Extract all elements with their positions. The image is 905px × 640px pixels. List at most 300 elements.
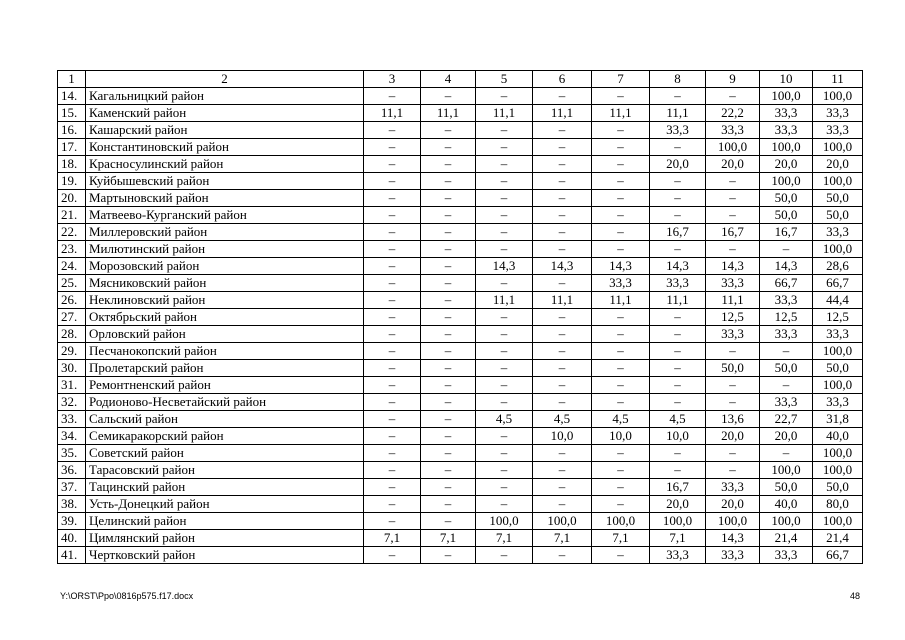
- value-cell: 33,3: [760, 105, 813, 122]
- district-name: Орловский район: [86, 326, 364, 343]
- value-cell: –: [421, 445, 476, 462]
- column-header: 9: [706, 71, 760, 88]
- value-cell: –: [421, 343, 476, 360]
- value-cell: –: [364, 292, 421, 309]
- value-cell: –: [364, 241, 421, 258]
- value-cell: –: [476, 156, 533, 173]
- value-cell: –: [421, 428, 476, 445]
- column-header: 7: [592, 71, 650, 88]
- value-cell: –: [364, 309, 421, 326]
- district-name: Чертковский район: [86, 547, 364, 564]
- value-cell: 11,1: [533, 292, 592, 309]
- table-row: [58, 343, 863, 360]
- value-cell: –: [592, 343, 650, 360]
- table-row: [58, 513, 863, 530]
- value-cell: –: [650, 462, 706, 479]
- value-cell: –: [476, 207, 533, 224]
- column-header: 6: [533, 71, 592, 88]
- district-name: Мартыновский район: [86, 190, 364, 207]
- value-cell: –: [533, 326, 592, 343]
- value-cell: 80,0: [813, 496, 863, 513]
- row-number: 34.: [58, 428, 86, 445]
- value-cell: –: [421, 88, 476, 105]
- value-cell: 50,0: [760, 190, 813, 207]
- value-cell: 11,1: [650, 292, 706, 309]
- value-cell: 100,0: [760, 462, 813, 479]
- row-number: 26.: [58, 292, 86, 309]
- value-cell: 7,1: [592, 530, 650, 547]
- table-row: [58, 377, 863, 394]
- value-cell: –: [650, 377, 706, 394]
- district-name: Морозовский район: [86, 258, 364, 275]
- value-cell: –: [592, 377, 650, 394]
- value-cell: 100,0: [760, 88, 813, 105]
- data-table: [57, 70, 863, 564]
- page-number: 48: [850, 591, 861, 601]
- value-cell: –: [421, 547, 476, 564]
- value-cell: –: [706, 377, 760, 394]
- value-cell: –: [364, 445, 421, 462]
- table-row: [58, 241, 863, 258]
- row-number: 17.: [58, 139, 86, 156]
- value-cell: –: [364, 377, 421, 394]
- value-cell: 7,1: [421, 530, 476, 547]
- value-cell: 11,1: [533, 105, 592, 122]
- value-cell: –: [364, 207, 421, 224]
- value-cell: 31,8: [813, 411, 863, 428]
- district-name: Тарасовский район: [86, 462, 364, 479]
- table-row: [58, 156, 863, 173]
- row-number: 28.: [58, 326, 86, 343]
- value-cell: –: [706, 241, 760, 258]
- value-cell: –: [364, 122, 421, 139]
- value-cell: 33,3: [706, 326, 760, 343]
- value-cell: –: [650, 241, 706, 258]
- district-name: Неклиновский район: [86, 292, 364, 309]
- value-cell: –: [421, 462, 476, 479]
- value-cell: 4,5: [533, 411, 592, 428]
- row-number: 21.: [58, 207, 86, 224]
- value-cell: 7,1: [476, 530, 533, 547]
- row-number: 38.: [58, 496, 86, 513]
- value-cell: –: [364, 496, 421, 513]
- table-row: [58, 547, 863, 564]
- value-cell: –: [364, 190, 421, 207]
- value-cell: –: [592, 479, 650, 496]
- table-row: [58, 207, 863, 224]
- value-cell: –: [421, 411, 476, 428]
- value-cell: 16,7: [650, 224, 706, 241]
- value-cell: 50,0: [813, 190, 863, 207]
- value-cell: –: [476, 343, 533, 360]
- district-name: Кашарский район: [86, 122, 364, 139]
- value-cell: –: [364, 394, 421, 411]
- value-cell: –: [706, 190, 760, 207]
- value-cell: 100,0: [813, 173, 863, 190]
- value-cell: –: [533, 88, 592, 105]
- row-number: 20.: [58, 190, 86, 207]
- value-cell: –: [706, 173, 760, 190]
- value-cell: –: [533, 445, 592, 462]
- document-path: Y:\ORST\Ppo\0816p575.f17.docx: [60, 591, 194, 601]
- value-cell: –: [706, 462, 760, 479]
- value-cell: 7,1: [533, 530, 592, 547]
- value-cell: 20,0: [650, 156, 706, 173]
- value-cell: –: [760, 445, 813, 462]
- value-cell: 11,1: [592, 105, 650, 122]
- value-cell: –: [421, 122, 476, 139]
- value-cell: –: [533, 496, 592, 513]
- value-cell: –: [650, 88, 706, 105]
- value-cell: 33,3: [813, 224, 863, 241]
- district-name: Мясниковский район: [86, 275, 364, 292]
- value-cell: 20,0: [706, 156, 760, 173]
- value-cell: 40,0: [760, 496, 813, 513]
- value-cell: –: [476, 462, 533, 479]
- row-number: 39.: [58, 513, 86, 530]
- value-cell: –: [592, 156, 650, 173]
- value-cell: 33,3: [650, 547, 706, 564]
- value-cell: 33,3: [813, 326, 863, 343]
- value-cell: 33,3: [592, 275, 650, 292]
- value-cell: –: [650, 207, 706, 224]
- value-cell: –: [476, 224, 533, 241]
- value-cell: 21,4: [760, 530, 813, 547]
- value-cell: 100,0: [650, 513, 706, 530]
- value-cell: 100,0: [813, 462, 863, 479]
- table-header-row: [58, 71, 863, 88]
- value-cell: 33,3: [760, 122, 813, 139]
- value-cell: –: [364, 156, 421, 173]
- value-cell: –: [533, 173, 592, 190]
- value-cell: –: [364, 513, 421, 530]
- row-number: 40.: [58, 530, 86, 547]
- column-header: 4: [421, 71, 476, 88]
- value-cell: –: [364, 547, 421, 564]
- district-name: Матвеево-Курганский район: [86, 207, 364, 224]
- row-number: 18.: [58, 156, 86, 173]
- value-cell: –: [592, 190, 650, 207]
- value-cell: 12,5: [706, 309, 760, 326]
- value-cell: 50,0: [706, 360, 760, 377]
- value-cell: 16,7: [760, 224, 813, 241]
- value-cell: –: [533, 190, 592, 207]
- value-cell: –: [421, 326, 476, 343]
- value-cell: –: [421, 224, 476, 241]
- value-cell: –: [421, 190, 476, 207]
- value-cell: 12,5: [813, 309, 863, 326]
- value-cell: 14,3: [592, 258, 650, 275]
- district-name: Красносулинский район: [86, 156, 364, 173]
- table-row: [58, 479, 863, 496]
- value-cell: –: [364, 139, 421, 156]
- value-cell: 10,0: [650, 428, 706, 445]
- value-cell: –: [421, 275, 476, 292]
- value-cell: –: [533, 309, 592, 326]
- value-cell: 20,0: [760, 156, 813, 173]
- value-cell: –: [533, 207, 592, 224]
- value-cell: 11,1: [650, 105, 706, 122]
- value-cell: –: [592, 88, 650, 105]
- value-cell: –: [421, 241, 476, 258]
- value-cell: 10,0: [533, 428, 592, 445]
- value-cell: 50,0: [813, 360, 863, 377]
- value-cell: –: [533, 377, 592, 394]
- value-cell: –: [592, 547, 650, 564]
- value-cell: 100,0: [476, 513, 533, 530]
- value-cell: –: [421, 360, 476, 377]
- value-cell: –: [476, 122, 533, 139]
- table-row: [58, 122, 863, 139]
- district-name: Родионово-Несветайский район: [86, 394, 364, 411]
- value-cell: 33,3: [813, 122, 863, 139]
- value-cell: –: [533, 156, 592, 173]
- value-cell: 44,4: [813, 292, 863, 309]
- value-cell: –: [421, 309, 476, 326]
- value-cell: 10,0: [592, 428, 650, 445]
- value-cell: 33,3: [706, 122, 760, 139]
- value-cell: –: [476, 360, 533, 377]
- value-cell: 20,0: [760, 428, 813, 445]
- row-number: 41.: [58, 547, 86, 564]
- value-cell: 14,3: [760, 258, 813, 275]
- row-number: 16.: [58, 122, 86, 139]
- table-row: [58, 190, 863, 207]
- value-cell: –: [476, 190, 533, 207]
- row-number: 36.: [58, 462, 86, 479]
- value-cell: –: [364, 224, 421, 241]
- value-cell: –: [476, 496, 533, 513]
- value-cell: 20,0: [650, 496, 706, 513]
- value-cell: 22,2: [706, 105, 760, 122]
- value-cell: –: [650, 326, 706, 343]
- value-cell: –: [364, 343, 421, 360]
- value-cell: 66,7: [760, 275, 813, 292]
- column-header: 1: [58, 71, 86, 88]
- district-name: Миллеровский район: [86, 224, 364, 241]
- value-cell: –: [650, 309, 706, 326]
- value-cell: 100,0: [813, 377, 863, 394]
- value-cell: –: [592, 496, 650, 513]
- row-number: 35.: [58, 445, 86, 462]
- value-cell: –: [421, 513, 476, 530]
- value-cell: 7,1: [650, 530, 706, 547]
- table-row: [58, 139, 863, 156]
- value-cell: –: [706, 88, 760, 105]
- row-number: 22.: [58, 224, 86, 241]
- value-cell: 33,3: [706, 479, 760, 496]
- value-cell: –: [421, 156, 476, 173]
- value-cell: 33,3: [650, 122, 706, 139]
- value-cell: –: [533, 139, 592, 156]
- district-name: Песчанокопский район: [86, 343, 364, 360]
- value-cell: –: [476, 445, 533, 462]
- value-cell: 14,3: [706, 258, 760, 275]
- district-name: Милютинский район: [86, 241, 364, 258]
- value-cell: –: [650, 394, 706, 411]
- value-cell: 14,3: [650, 258, 706, 275]
- value-cell: –: [706, 445, 760, 462]
- table-row: [58, 292, 863, 309]
- value-cell: –: [476, 173, 533, 190]
- value-cell: –: [533, 241, 592, 258]
- value-cell: –: [421, 394, 476, 411]
- value-cell: 100,0: [706, 513, 760, 530]
- value-cell: 100,0: [813, 241, 863, 258]
- value-cell: 66,7: [813, 547, 863, 564]
- value-cell: 7,1: [364, 530, 421, 547]
- value-cell: 40,0: [813, 428, 863, 445]
- district-name: Куйбышевский район: [86, 173, 364, 190]
- value-cell: –: [533, 122, 592, 139]
- table-row: [58, 394, 863, 411]
- value-cell: –: [706, 343, 760, 360]
- table-row: [58, 530, 863, 547]
- value-cell: 11,1: [364, 105, 421, 122]
- table-row: [58, 309, 863, 326]
- value-cell: 28,6: [813, 258, 863, 275]
- value-cell: –: [592, 394, 650, 411]
- value-cell: 33,3: [813, 105, 863, 122]
- value-cell: –: [421, 207, 476, 224]
- row-number: 29.: [58, 343, 86, 360]
- row-number: 15.: [58, 105, 86, 122]
- value-cell: –: [476, 326, 533, 343]
- district-name: Советский район: [86, 445, 364, 462]
- value-cell: 14,3: [533, 258, 592, 275]
- value-cell: –: [592, 445, 650, 462]
- value-cell: 14,3: [476, 258, 533, 275]
- value-cell: 66,7: [813, 275, 863, 292]
- value-cell: 50,0: [813, 207, 863, 224]
- column-header: 8: [650, 71, 706, 88]
- table-row: [58, 224, 863, 241]
- value-cell: –: [364, 360, 421, 377]
- column-header: 11: [813, 71, 863, 88]
- row-number: 24.: [58, 258, 86, 275]
- table-row: [58, 105, 863, 122]
- value-cell: 33,3: [760, 326, 813, 343]
- value-cell: –: [364, 88, 421, 105]
- value-cell: –: [592, 207, 650, 224]
- value-cell: –: [650, 360, 706, 377]
- value-cell: 16,7: [706, 224, 760, 241]
- value-cell: –: [706, 207, 760, 224]
- value-cell: –: [421, 173, 476, 190]
- value-cell: –: [533, 224, 592, 241]
- row-number: 19.: [58, 173, 86, 190]
- row-number: 37.: [58, 479, 86, 496]
- value-cell: 100,0: [813, 88, 863, 105]
- value-cell: –: [476, 275, 533, 292]
- value-cell: –: [760, 377, 813, 394]
- value-cell: 16,7: [650, 479, 706, 496]
- district-name: Сальский район: [86, 411, 364, 428]
- value-cell: –: [364, 428, 421, 445]
- value-cell: 22,7: [760, 411, 813, 428]
- value-cell: –: [592, 326, 650, 343]
- value-cell: 100,0: [592, 513, 650, 530]
- row-number: 27.: [58, 309, 86, 326]
- value-cell: –: [650, 173, 706, 190]
- value-cell: –: [760, 241, 813, 258]
- value-cell: –: [760, 343, 813, 360]
- table-row: [58, 275, 863, 292]
- value-cell: 100,0: [813, 343, 863, 360]
- value-cell: –: [592, 224, 650, 241]
- value-cell: –: [476, 428, 533, 445]
- value-cell: –: [592, 309, 650, 326]
- table-row: [58, 462, 863, 479]
- district-name: Семикаракорский район: [86, 428, 364, 445]
- value-cell: –: [706, 394, 760, 411]
- value-cell: 11,1: [706, 292, 760, 309]
- table-row: [58, 360, 863, 377]
- value-cell: –: [421, 496, 476, 513]
- value-cell: 100,0: [760, 139, 813, 156]
- value-cell: –: [364, 411, 421, 428]
- value-cell: –: [592, 360, 650, 377]
- district-name: Усть-Донецкий район: [86, 496, 364, 513]
- table-row: [58, 326, 863, 343]
- table-row: [58, 411, 863, 428]
- value-cell: 21,4: [813, 530, 863, 547]
- value-cell: 100,0: [813, 445, 863, 462]
- value-cell: –: [533, 479, 592, 496]
- value-cell: 11,1: [421, 105, 476, 122]
- value-cell: –: [476, 377, 533, 394]
- value-cell: 11,1: [476, 292, 533, 309]
- table-row: [58, 173, 863, 190]
- value-cell: 33,3: [813, 394, 863, 411]
- value-cell: –: [476, 309, 533, 326]
- table-row: [58, 258, 863, 275]
- value-cell: –: [592, 139, 650, 156]
- row-number: 30.: [58, 360, 86, 377]
- value-cell: –: [476, 241, 533, 258]
- table-row: [58, 88, 863, 105]
- district-name: Тацинский район: [86, 479, 364, 496]
- district-name: Целинский район: [86, 513, 364, 530]
- value-cell: 20,0: [706, 496, 760, 513]
- value-cell: 100,0: [533, 513, 592, 530]
- value-cell: –: [421, 258, 476, 275]
- value-cell: –: [476, 88, 533, 105]
- district-name: Пролетарский район: [86, 360, 364, 377]
- value-cell: –: [364, 479, 421, 496]
- row-number: 33.: [58, 411, 86, 428]
- district-name: Цимлянский район: [86, 530, 364, 547]
- value-cell: –: [476, 139, 533, 156]
- value-cell: 50,0: [813, 479, 863, 496]
- value-cell: 14,3: [706, 530, 760, 547]
- value-cell: 20,0: [706, 428, 760, 445]
- value-cell: –: [592, 122, 650, 139]
- row-number: 25.: [58, 275, 86, 292]
- value-cell: 50,0: [760, 360, 813, 377]
- value-cell: 20,0: [813, 156, 863, 173]
- district-name: Ремонтненский район: [86, 377, 364, 394]
- district-name: Октябрьский район: [86, 309, 364, 326]
- value-cell: –: [650, 139, 706, 156]
- district-name: Кагальницкий район: [86, 88, 364, 105]
- value-cell: 33,3: [706, 275, 760, 292]
- value-cell: 33,3: [760, 394, 813, 411]
- value-cell: 100,0: [760, 173, 813, 190]
- value-cell: –: [650, 343, 706, 360]
- value-cell: –: [533, 394, 592, 411]
- value-cell: 100,0: [813, 513, 863, 530]
